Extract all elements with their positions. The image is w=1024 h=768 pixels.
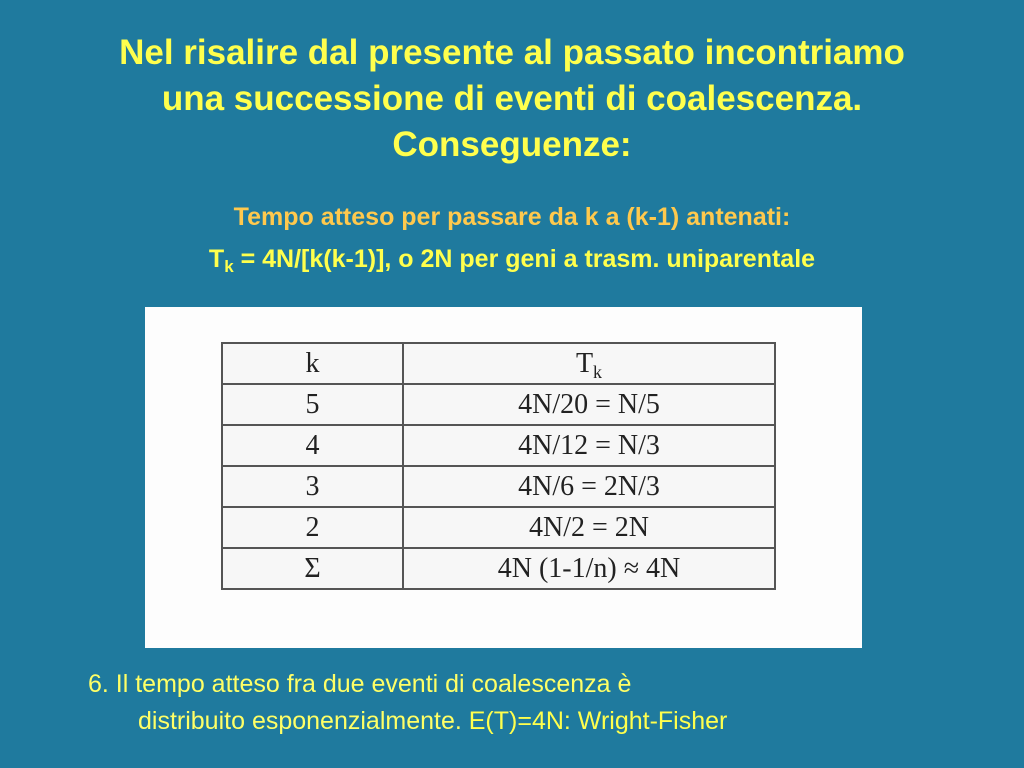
table-row: [222, 466, 775, 507]
slide-subtitle: [40, 196, 984, 280]
table-row: [222, 507, 775, 548]
bullet-line-2-formula: E(T)=4N: Wright-Fisher: [468, 707, 728, 735]
title-line-1: Nel risalire dal presente al passato incontriamo: [119, 33, 905, 72]
bullet-line-1: 6. Il tempo atteso fra due eventi di coalescenza è: [88, 670, 632, 698]
table-header-row: [222, 343, 775, 384]
slide-title: [40, 30, 984, 168]
formula-text: = 4N/[k(k-1)], o 2N per geni a trasm. uniparentale: [233, 245, 816, 273]
subtitle-formula: [40, 238, 984, 280]
bullet-line-2-text: distribuito esponenzialmente.: [138, 707, 469, 735]
bullet-line-2: [88, 703, 988, 740]
coalescence-table: [221, 342, 776, 590]
cell-k: 5: [222, 384, 403, 425]
formula-t: T: [208, 245, 225, 273]
title-line-3: Conseguenze:: [392, 125, 632, 164]
table-image-panel: [145, 307, 862, 648]
cell-k: 4: [222, 425, 403, 466]
header-t: T: [575, 347, 594, 379]
cell-k: 2: [222, 507, 403, 548]
table-row: [222, 425, 775, 466]
cell-tk: 4N (1-1/n) ≈ 4N: [403, 548, 775, 589]
formula-t-subscript: k: [224, 257, 234, 276]
cell-tk: 4N/20 = N/5: [403, 384, 775, 425]
cell-tk: 4N/12 = N/3: [403, 425, 775, 466]
cell-tk: 4N/6 = 2N/3: [403, 466, 775, 507]
header-k: k: [222, 343, 403, 384]
cell-k: 3: [222, 466, 403, 507]
title-line-2: una successione di eventi di coalescenza.: [161, 79, 863, 118]
subtitle-line-1: Tempo atteso per passare da k a (k-1) antenati:: [233, 203, 791, 231]
bullet-point-6: [88, 666, 988, 740]
header-t-subscript: k: [593, 361, 603, 382]
header-tk: [403, 343, 775, 384]
cell-k: Σ: [222, 548, 403, 589]
cell-tk: 4N/2 = 2N: [403, 507, 775, 548]
table-row: [222, 548, 775, 589]
table-row: [222, 384, 775, 425]
